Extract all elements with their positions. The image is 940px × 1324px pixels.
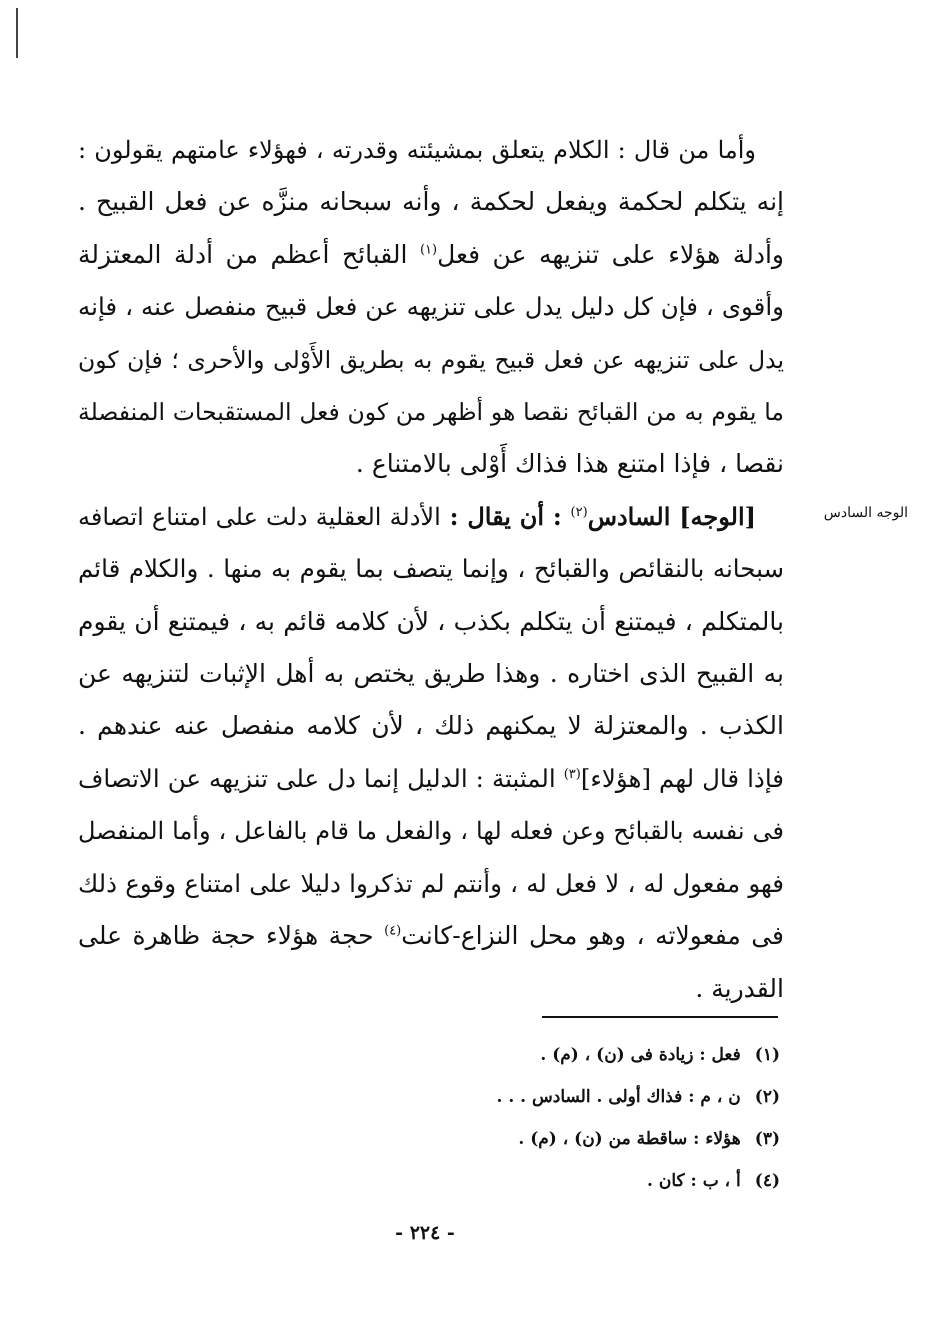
text-segment: : أن يقال :	[440, 501, 571, 531]
section-heading: [الوجه] السادس	[587, 501, 756, 531]
footnote-text: أ ، ب : كان .	[647, 1171, 741, 1191]
text-line	[78, 753, 784, 805]
footnote-separator	[542, 1016, 778, 1018]
text-segment: المثبتة : الدليل إنما دل على تنزيهه عن الاتصاف	[78, 763, 564, 793]
footnote-text: فعل : زيادة فى (ن) ، (م) .	[540, 1045, 741, 1065]
footnote-ref: (٢)	[570, 504, 588, 520]
page-edge-line	[16, 8, 18, 58]
text-segment: وأدلة هؤلاء على تنزيهه عن فعل	[437, 239, 784, 269]
text-line: القدرية .	[695, 973, 784, 1003]
footnote-text: هؤلاء : ساقطة من (ن) ، (م) .	[518, 1129, 741, 1149]
text-line: إنه يتكلم لحكمة ويفعل لحكمة ، وأنه سبحانه منزَّه عن فعل القبيح .	[78, 187, 784, 217]
text-segment: حجة هؤلاء حجة ظاهرة على	[78, 921, 385, 951]
text-line: بالمتكلم ، فيمتنع أن يتكلم بكذب ، لأن كلامه قائم به ، فيمتنع أن يقوم	[78, 606, 784, 636]
text-line: وأقوى ، فإن كل دليل يدل على تنزيهه عن فعل قبيح منفصل عنه ، فإنه	[78, 292, 784, 322]
text-line: الكذب . والمعتزلة لا يمكنهم ذلك ، لأن كلامه منفصل عنه عندهم .	[78, 711, 784, 741]
footnote-number: (٣)	[754, 1129, 780, 1149]
text-segment: الأدلة العقلية دلت على امتناع اتصافه	[78, 502, 441, 531]
footnote-ref: (٣)	[563, 766, 581, 782]
text-segment: القبائح أعظم من أدلة المعتزلة	[78, 239, 420, 269]
text-line: به القبيح الذى اختاره . وهذا طريق يختص به أهل الإثبات لتنزيهه عن	[78, 659, 784, 689]
footnote-text: ن ، م : فذاك أولى . السادس . . .	[496, 1087, 741, 1107]
footnote	[430, 1118, 780, 1160]
footnote-number: (٤)	[754, 1171, 780, 1191]
main-text	[78, 124, 784, 1015]
text-line: سبحانه بالنقائص والقبائح ، وإنما يتصف بما يقوم به منها . والكلام قائم	[78, 554, 784, 584]
footnotes	[430, 1034, 780, 1202]
text-line: فى نفسه بالقبائح وعن فعله لها ، والفعل ما قام بالفاعل ، وأما المنفصل	[78, 817, 784, 846]
text-line: يدل على تنزيهه عن فعل قبيح يقوم به بطريق الأَوْلى والأحرى ؛ فإن كون	[78, 345, 784, 374]
margin-note: الوجه السادس	[823, 505, 908, 521]
footnote-number: (١)	[754, 1045, 780, 1065]
text-line: نقصا ، فإذا امتنع هذا فذاك أَوْلى بالامتناع .	[355, 449, 784, 479]
footnote	[430, 1034, 780, 1076]
text-line	[78, 229, 784, 281]
text-line: فهو مفعول له ، لا فعل له ، وأنتم لم تذكروا دليلا على امتناع وقوع ذلك	[78, 868, 784, 898]
footnote	[430, 1160, 780, 1202]
text-line: وأما من قال : الكلام يتعلق بمشيئته وقدرته ، فهؤلاء عامتهم يقولون :	[78, 136, 756, 164]
text-segment: فإذا قال لهم [هؤلاء]	[580, 763, 784, 793]
footnote-ref: (١)	[419, 242, 438, 258]
footnote-ref: (٤)	[384, 923, 402, 939]
footnote	[430, 1076, 780, 1118]
footnote-number: (٢)	[754, 1087, 780, 1107]
text-line: ما يقوم به من القبائح نقصا هو أظهر من كون فعل المستقبحات المنفصلة	[78, 398, 784, 427]
page-number: - ٢٢٤ -	[395, 1222, 455, 1244]
text-line	[78, 491, 784, 543]
text-segment: فى مفعولاته ، وهو محل النزاع-كانت	[401, 921, 784, 951]
text-line	[78, 910, 784, 962]
